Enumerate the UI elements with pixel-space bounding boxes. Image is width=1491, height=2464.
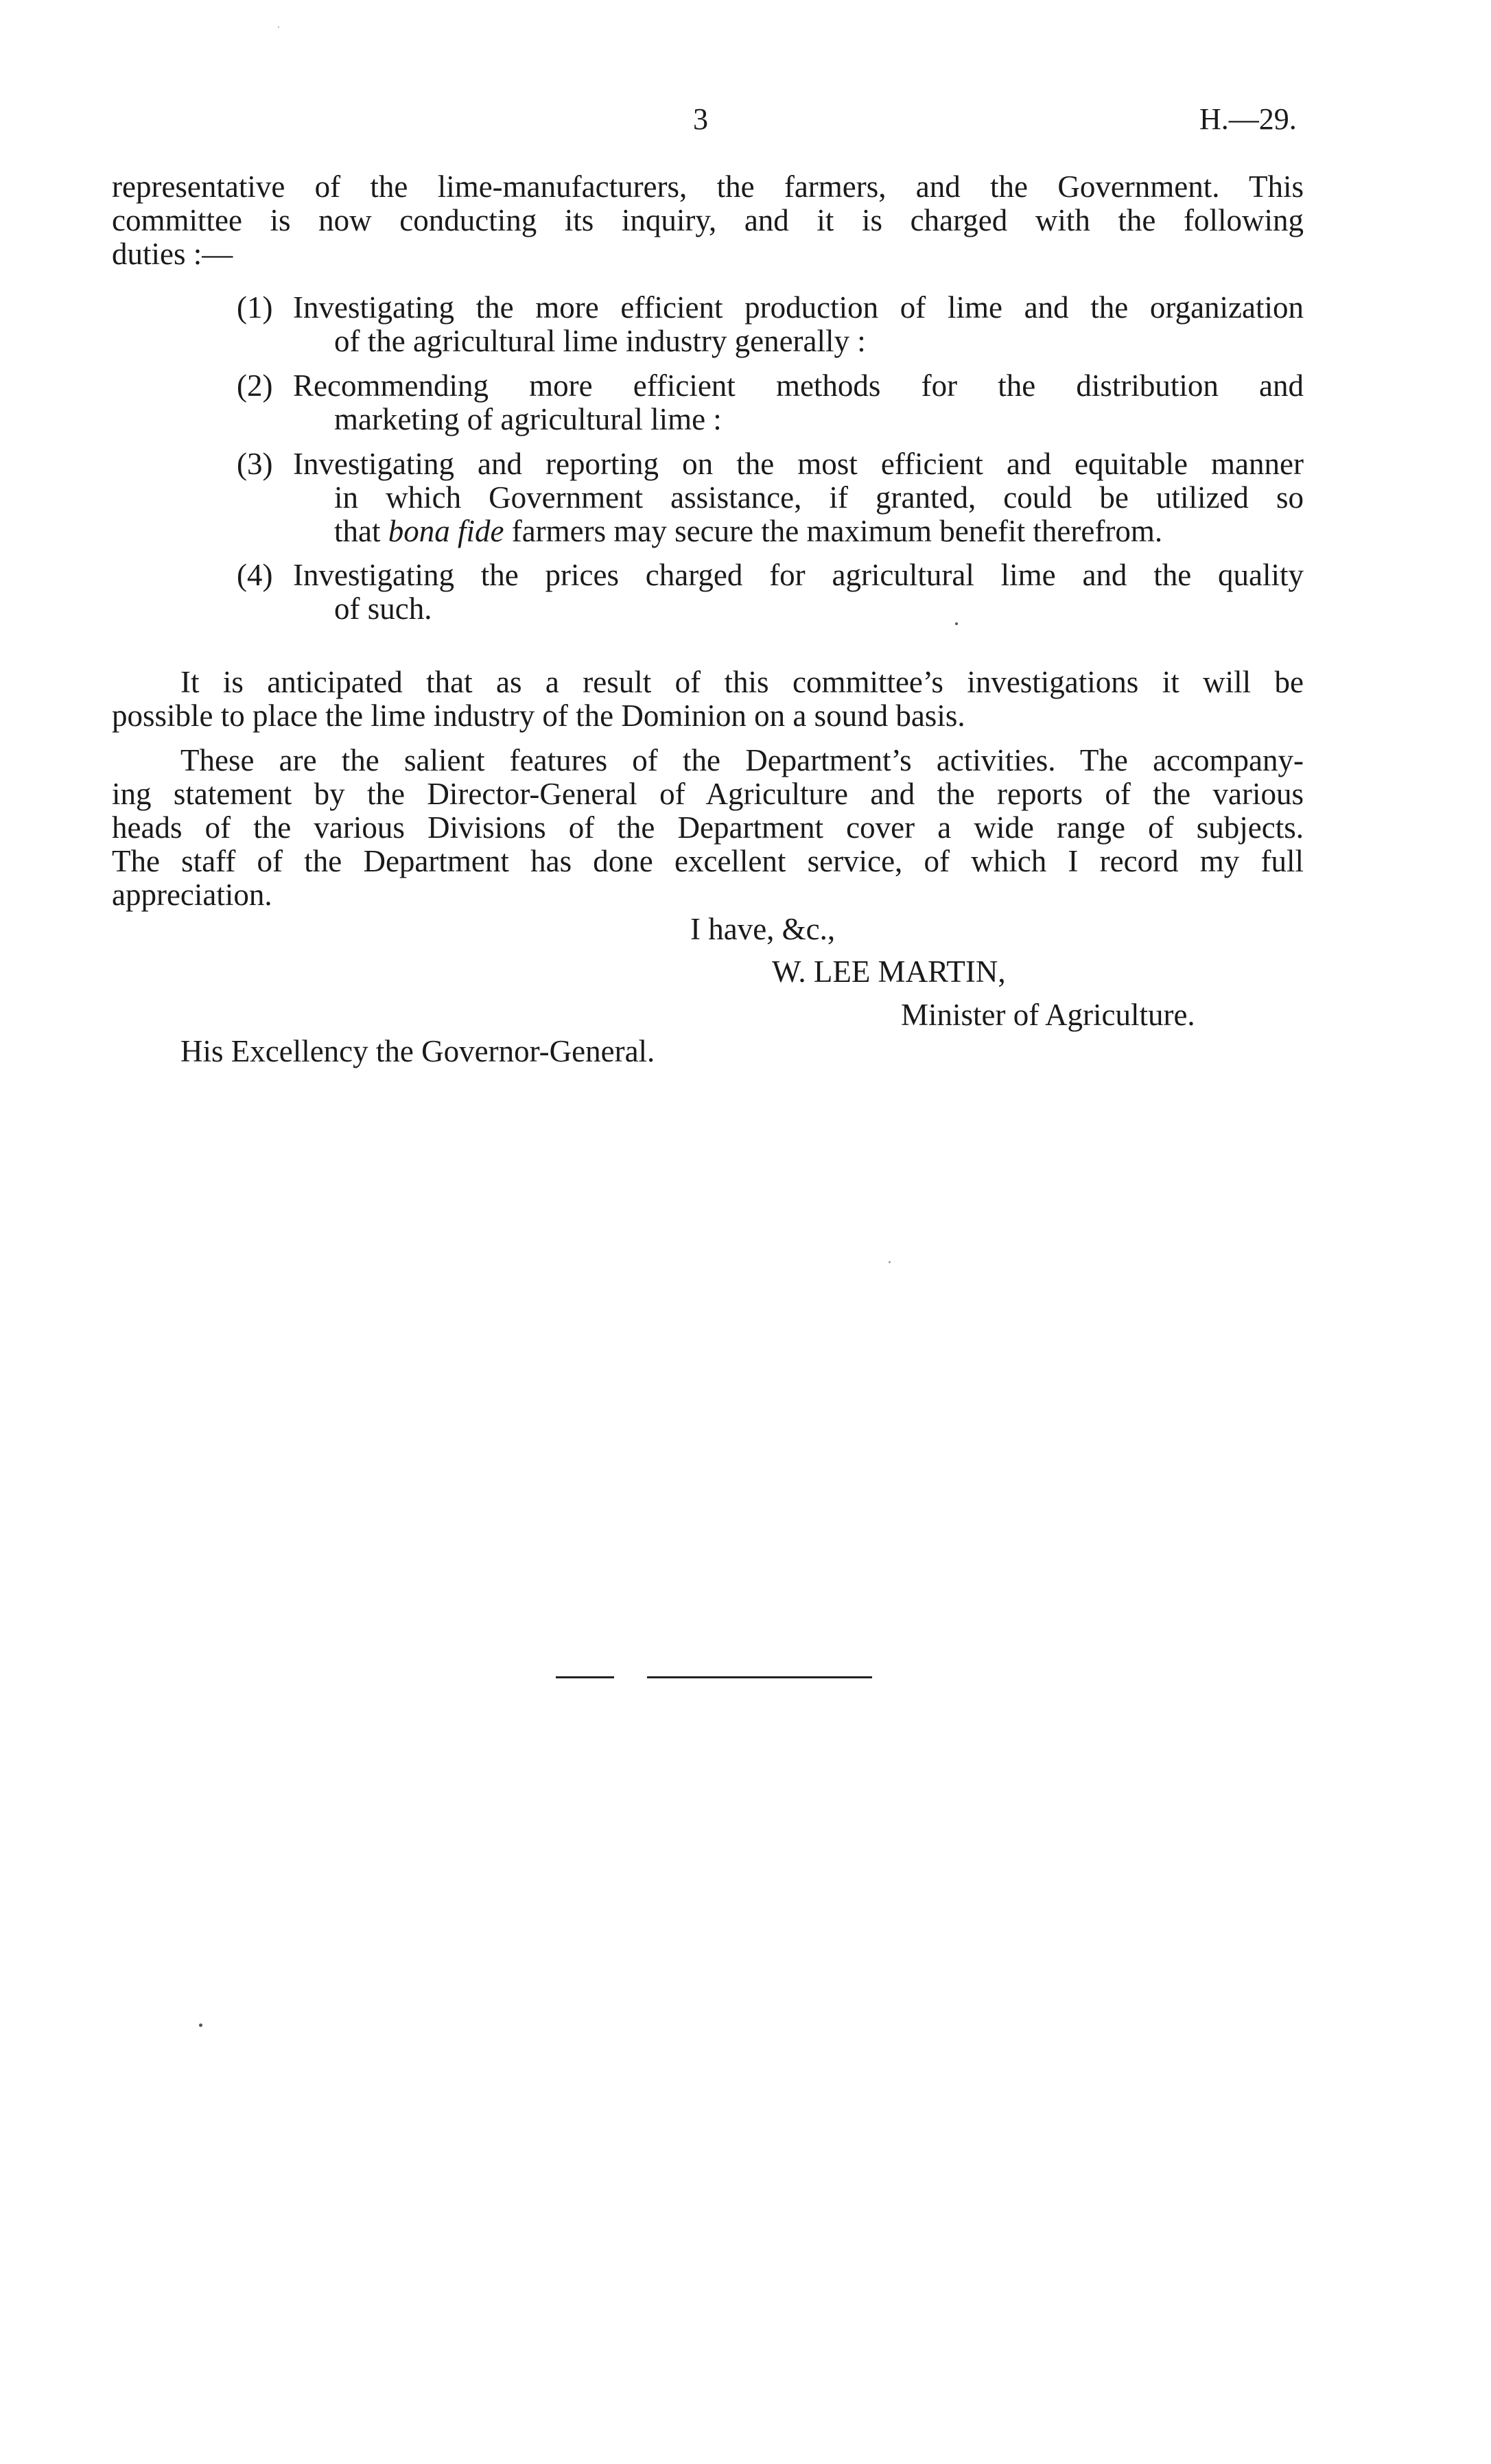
text-line: These are the salient features of the Department’s activities. The accompany-: [180, 743, 1304, 777]
text-line: ing statement by the Director-General of Agriculture and the reports of the various: [112, 777, 1304, 811]
print-speck: [955, 622, 958, 625]
divider-rule-short: [556, 1676, 614, 1678]
text-line: committee is now conducting its inquiry, and it is charged with the following: [112, 203, 1304, 237]
duty-continuation-last: that bona fide farmers may secure the maximum benefit therefrom.: [334, 514, 1163, 548]
print-speck: [199, 2023, 202, 2027]
closing-salutation: I have, &c.,: [690, 912, 836, 946]
addressee: His Excellency the Governor-General.: [180, 1034, 655, 1068]
duty-text: Recommending more efficient methods for the distribution and: [293, 368, 1304, 403]
document-reference: H.—29.: [1199, 102, 1297, 136]
page-number: 3: [693, 102, 708, 136]
duty-number: (3): [237, 447, 273, 481]
duty-item: [237, 559, 1304, 626]
anticipated-paragraph: [112, 666, 1304, 733]
print-speck: [889, 1261, 891, 1263]
text-line: possible to place the lime industry of the Dominion on a sound basis.: [112, 699, 965, 733]
duty-continuation: marketing of agricultural lime :: [334, 402, 722, 436]
duty-number: (4): [237, 558, 273, 592]
signatory-name: W. LEE MARTIN,: [772, 954, 1006, 989]
text-line: The staff of the Department has done excellent service, of which I record my full: [112, 844, 1304, 878]
intro-paragraph: [112, 170, 1304, 271]
duty-continuation: of the agricultural lime industry generally :: [334, 324, 866, 358]
salient-paragraph: [112, 744, 1304, 912]
duty-text: Investigating the prices charged for agricultural lime and the quality: [293, 558, 1304, 592]
duty-text: Investigating and reporting on the most efficient and equitable manner: [293, 447, 1304, 481]
italic-term: bona fide: [388, 514, 504, 548]
duty-item: [237, 369, 1304, 436]
print-speck: [278, 26, 279, 28]
signatory-title: Minister of Agriculture.: [901, 998, 1195, 1032]
text-line: appreciation.: [112, 878, 272, 912]
duty-item: [237, 291, 1304, 358]
duty-continuation: of such.: [334, 591, 432, 626]
duty-number: (1): [237, 290, 273, 325]
text-line: representative of the lime-manufacturers, the farmers, and the Government. This: [112, 169, 1304, 204]
duty-number: (2): [237, 368, 273, 403]
duty-item: [237, 447, 1304, 548]
duty-continuation: in which Government assistance, if granted, could be utilized so: [334, 480, 1304, 515]
text-line: It is anticipated that as a result of this committee’s investigations it will be: [180, 665, 1304, 699]
text-line: heads of the various Divisions of the Department cover a wide range of subjects.: [112, 810, 1304, 845]
divider-rule-long: [647, 1676, 872, 1678]
duty-text: Investigating the more efficient production of lime and the organization: [293, 290, 1304, 325]
text-line: duties :—: [112, 237, 233, 271]
